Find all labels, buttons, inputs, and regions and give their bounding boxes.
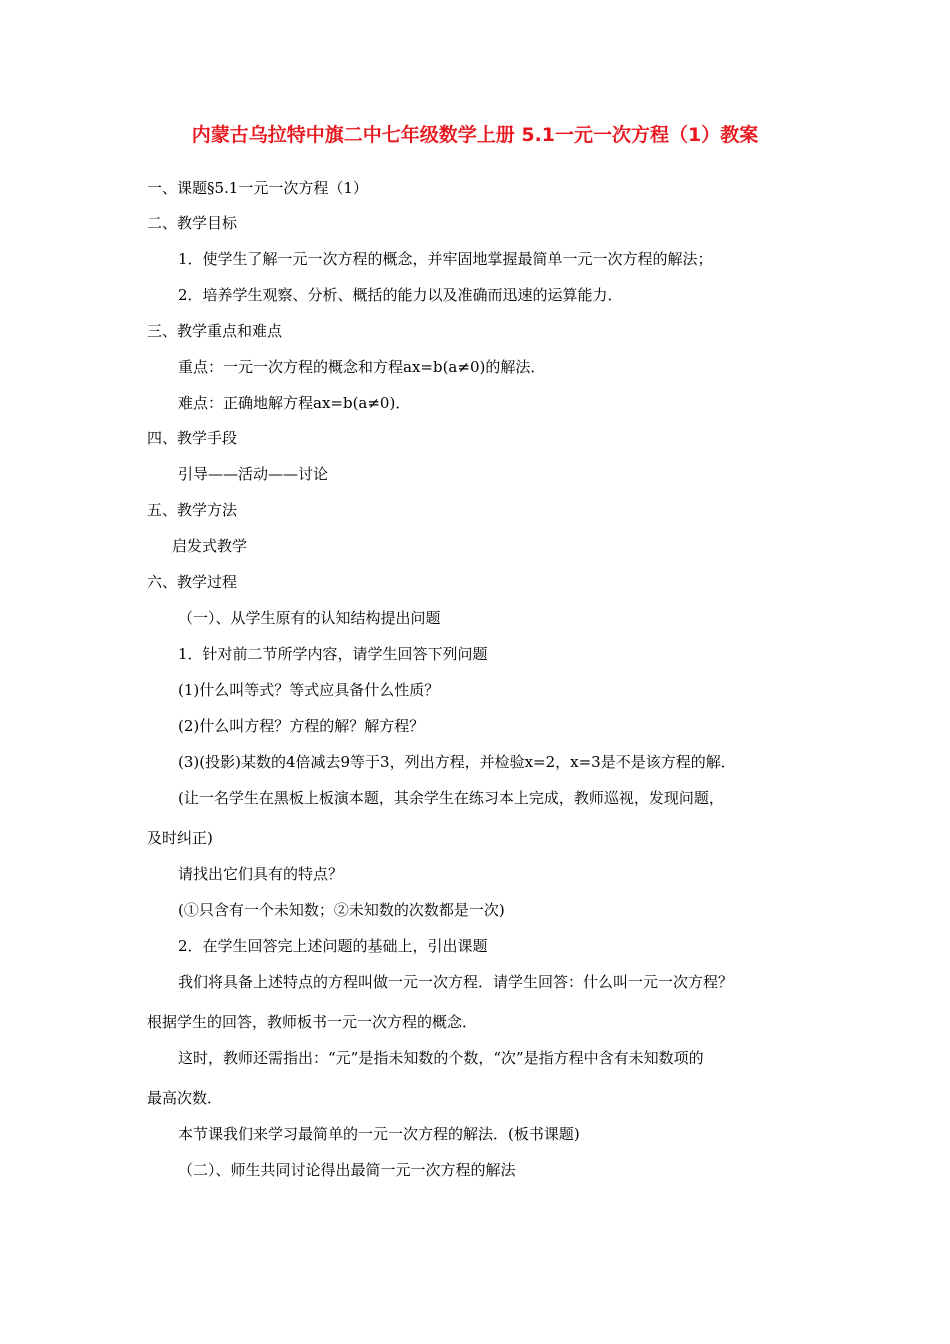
difficulty-item: 难点：正确地解方程ax=b(a≠0)． bbox=[178, 394, 411, 412]
teacher-note: 这时，教师还需指出：“元”是指未知数的个数，“次”是指方程中含有未知数项的 bbox=[178, 1049, 704, 1067]
section-heading-means: 四、教学手段 bbox=[147, 429, 238, 447]
definition-intro-continued: 根据学生的回答，教师板书一元一次方程的概念． bbox=[147, 1013, 478, 1031]
process-subheading-1: （一）、从学生原有的认知结构提出问题 bbox=[178, 609, 441, 627]
key-point-item: 重点：一元一次方程的概念和方程ax=b(a≠0)的解法． bbox=[178, 358, 546, 376]
teacher-note-continued: 最高次数． bbox=[147, 1089, 223, 1107]
feature-question: 请找出它们具有的特点？ bbox=[178, 865, 344, 883]
section-heading-topic: 一、课题§5.1一元一次方程（1） bbox=[147, 179, 368, 197]
section-heading-goals: 二、教学目标 bbox=[147, 214, 238, 232]
definition-intro: 我们将具备上述特点的方程叫做一元一次方程．请学生回答：什么叫一元一次方程？ bbox=[178, 973, 734, 991]
instruction-note: (让一名学生在黑板上板演本题，其余学生在练习本上完成，教师巡视，发现问题， bbox=[178, 789, 724, 807]
method-item: 启发式教学 bbox=[172, 537, 248, 555]
process-subheading-2: （二）、师生共同讨论得出最简一元一次方程的解法 bbox=[178, 1161, 516, 1179]
means-item: 引导——活动——讨论 bbox=[178, 465, 329, 483]
document-title: 内蒙古乌拉特中旗二中七年级数学上册 5.1一元一次方程（1）教案 bbox=[191, 124, 759, 146]
section-heading-key-points: 三、教学重点和难点 bbox=[147, 322, 283, 340]
instruction-note-continued: 及时纠正) bbox=[147, 829, 213, 847]
question-2: (2)什么叫方程？方程的解？解方程？ bbox=[178, 717, 425, 735]
feature-answer: (①只含有一个未知数；②未知数的次数都是一次) bbox=[178, 901, 505, 919]
process-step-2: 2．在学生回答完上述问题的基础上，引出课题 bbox=[178, 937, 488, 955]
goal-item-1: 1．使学生了解一元一次方程的概念，并牢固地掌握最简单一元一次方程的解法； bbox=[178, 250, 713, 268]
goal-item-2: 2．培养学生观察、分析、概括的能力以及准确而迅速的运算能力． bbox=[178, 286, 623, 304]
process-step-1: 1．针对前二节所学内容，请学生回答下列问题 bbox=[178, 645, 488, 663]
lesson-topic-note: 本节课我们来学习最简单的一元一次方程的解法．(板书课题) bbox=[178, 1125, 580, 1143]
section-heading-process: 六、教学过程 bbox=[147, 573, 238, 591]
question-3: (3)(投影)某数的4倍减去9等于3，列出方程，并检验x=2，x=3是不是该方程的解． bbox=[178, 753, 736, 771]
question-1: (1)什么叫等式？等式应具备什么性质？ bbox=[178, 681, 440, 699]
section-heading-method: 五、教学方法 bbox=[147, 501, 238, 519]
